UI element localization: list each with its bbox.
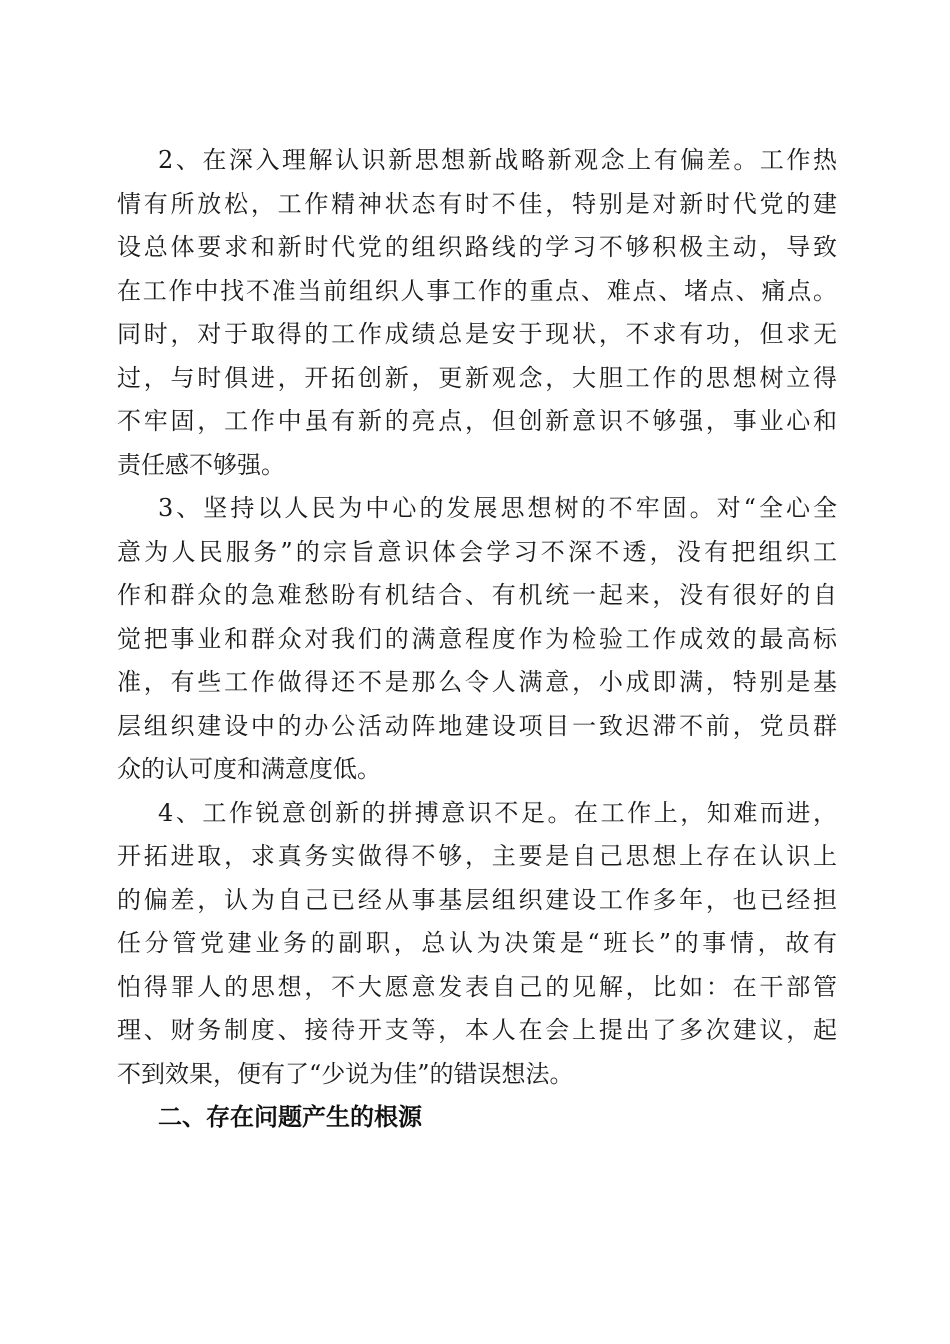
paragraph-2-line-3: 设总体要求和新时代党的组织路线的学习不够积极主动，导致: [117, 233, 837, 261]
document-body: [117, 139, 837, 1140]
paragraph-3-line-6: 层组织建设中的办公活动阵地建设项目一致迟滞不前，党员群: [117, 711, 837, 740]
paragraph-3-line-5: 准，有些工作做得还不是那么令人满意，小成即满，特别是基: [117, 668, 837, 696]
paragraph-2-line-5: 同时，对于取得的工作成绩总是安于现状，不求有功，但求无: [117, 320, 837, 348]
paragraph-3-line-3: 作和群众的急难愁盼有机结合、有机统一起来，没有很好的自: [117, 581, 837, 609]
paragraph-3-line-2: 意为人民服务”的宗旨意识体会学习不深不透，没有把组织工: [117, 537, 837, 566]
paragraph-2-line-1: 2、在深入理解认识新思想新战略新观念上有偏差。工作热: [158, 146, 837, 174]
paragraph-2-line-7: 不牢固，工作中虽有新的亮点，但创新意识不够强，事业心和: [117, 407, 837, 435]
paragraph-2-line-6: 过，与时俱进，开拓创新，更新观念，大胆工作的思想树立得: [117, 363, 837, 392]
paragraph-3-line-4: 觉把事业和群众对我们的满意程度作为检验工作成效的最高标: [117, 624, 837, 653]
paragraph-3-line-7: 众的认可度和满意度低。: [117, 755, 381, 783]
paragraph-4-line-3: 的偏差，认为自己已经从事基层组织建设工作多年，也已经担: [117, 885, 837, 914]
paragraph-4-line-5: 怕得罪人的思想，不大愿意发表自己的见解，比如：在干部管: [117, 972, 837, 1001]
paragraph-4-line-1: 4、工作锐意创新的拼搏意识不足。在工作上，知难而进，: [158, 798, 837, 827]
paragraph-4-line-4: 任分管党建业务的副职，总认为决策是“班长”的事情，故有: [117, 929, 837, 957]
paragraph-2-line-4: 在工作中找不准当前组织人事工作的重点、难点、堵点、痛点。: [117, 276, 837, 305]
paragraph-4-line-7: 不到效果，便有了“少说为佳”的错误想法。: [117, 1059, 574, 1088]
section-heading: 二、存在问题产生的根源: [158, 1103, 422, 1131]
paragraph-4-line-2: 开拓进取，求真务实做得不够，主要是自己思想上存在认识上: [117, 842, 837, 870]
paragraph-3-line-1: 3、坚持以人民为中心的发展思想树的不牢固。对“全心全: [158, 494, 837, 522]
paragraph-2-line-2: 情有所放松，工作精神状态有时不佳，特别是对新时代党的建: [117, 189, 837, 218]
paragraph-4-line-6: 理、财务制度、接待开支等，本人在会上提出了多次建议，起: [117, 1016, 837, 1044]
paragraph-2-line-8: 责任感不够强。: [117, 450, 285, 479]
